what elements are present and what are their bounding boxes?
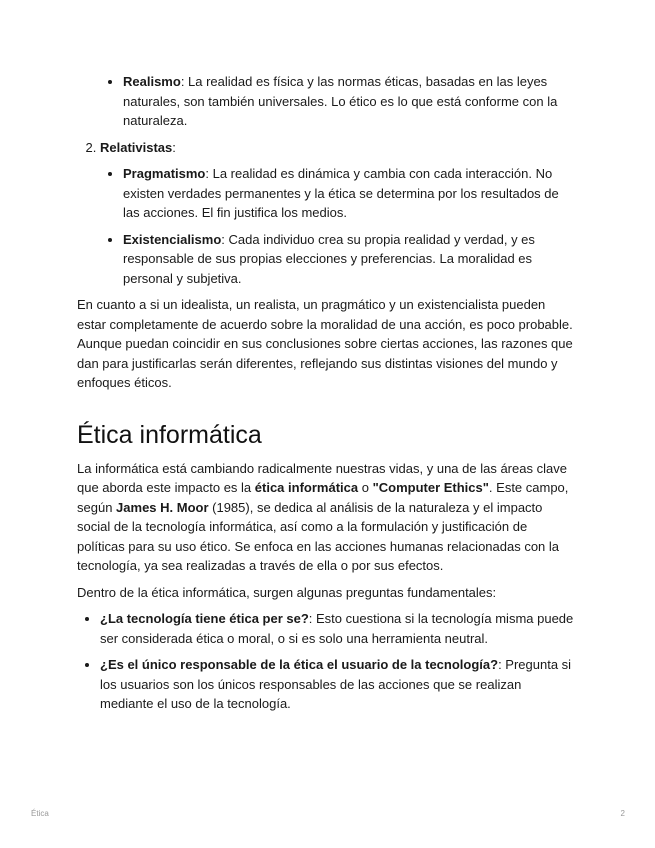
intro-bold-moor: James H. Moor	[116, 499, 209, 515]
list-item-pragmatismo	[123, 164, 577, 223]
realismo-list	[123, 72, 577, 131]
list-item-realismo	[123, 72, 577, 131]
question-title: ¿Es el único responsable de la ética el usuario de la tecnología?	[100, 657, 499, 672]
intro-text-2: o	[358, 480, 373, 495]
intro-paragraph	[77, 459, 577, 576]
relativistas-suffix: :	[172, 139, 176, 155]
relativistas-sublist	[123, 164, 577, 288]
intro-bold-etica: ética informática	[254, 480, 359, 495]
intro-bold-computer-ethics: "Computer Ethics"	[372, 480, 489, 495]
intro-text-3: . Este campo, según	[77, 480, 569, 515]
list-item-relativistas	[100, 138, 577, 289]
pragmatismo-text: : La realidad es dinámica y cambia con cada interacción. No existen verdades permanentes y la ética se determina por los resultados de las acciones. El fin justifica los medios.	[123, 166, 559, 220]
realismo-text: : La realidad es física y las normas éticas, basadas en las leyes naturales, son también universales. Lo ético es lo que está conforme con la naturaleza.	[123, 74, 558, 128]
summary-paragraph: En cuanto a si un idealista, un realista, un pragmático y un existencialista pueden estar completamente de acuerdo sobre la moralidad de una acción, es poco probable. Aunque puedan coincidir en sus conclusiones sobre ciertas acciones, las razones que dan para justificarlas serán diferentes, reflejando sus distintas visiones del mundo y enfoques éticos.	[77, 297, 573, 390]
term-pragmatismo: Pragmatismo	[123, 166, 206, 181]
page-number: 2	[620, 809, 625, 818]
question-text: : Pregunta si los usuarios son los únicos responsables de las acciones que se realizan mediante el uso de la tecnología.	[100, 657, 572, 711]
section-heading: Ética informática	[77, 420, 262, 449]
document-page	[77, 72, 577, 721]
list-item-question	[100, 655, 577, 714]
term-relativistas: Relativistas	[100, 139, 173, 155]
questions-list	[100, 609, 577, 714]
footer-title: Ética	[31, 809, 49, 818]
list-item-existencialismo	[123, 230, 577, 289]
list-item-question	[100, 609, 577, 648]
question-title: ¿La tecnología tiene ética per se?	[100, 611, 309, 626]
existencialismo-text: : Cada individuo crea su propia realidad y verdad, y es responsable de sus propias elecciones y preferencias. La moralidad es personal y subjetiva.	[123, 231, 535, 286]
question-text: : Esto cuestiona si la tecnología misma puede ser considerada ética o moral, o si es solo una herramienta neutral.	[100, 611, 574, 646]
numbered-list	[100, 138, 577, 289]
questions-intro: Dentro de la ética informática, surgen algunas preguntas fundamentales:	[77, 584, 497, 600]
term-existencialismo: Existencialismo	[123, 231, 222, 247]
intro-text-1: La informática está cambiando radicalmente nuestras vidas, y una de las áreas clave que aborda este impacto es la	[77, 460, 567, 495]
term-realismo: Realismo	[123, 74, 181, 89]
intro-text-4: (1985), se dedica al análisis de la naturaleza y el impacto social de la tecnología informática, así como a la formulación y justificación de políticas para su uso ético. Se enfoca en las acciones humanas relacionadas con la tecnología, ya sea realizadas a través de ella o por sus efectos.	[77, 499, 560, 573]
